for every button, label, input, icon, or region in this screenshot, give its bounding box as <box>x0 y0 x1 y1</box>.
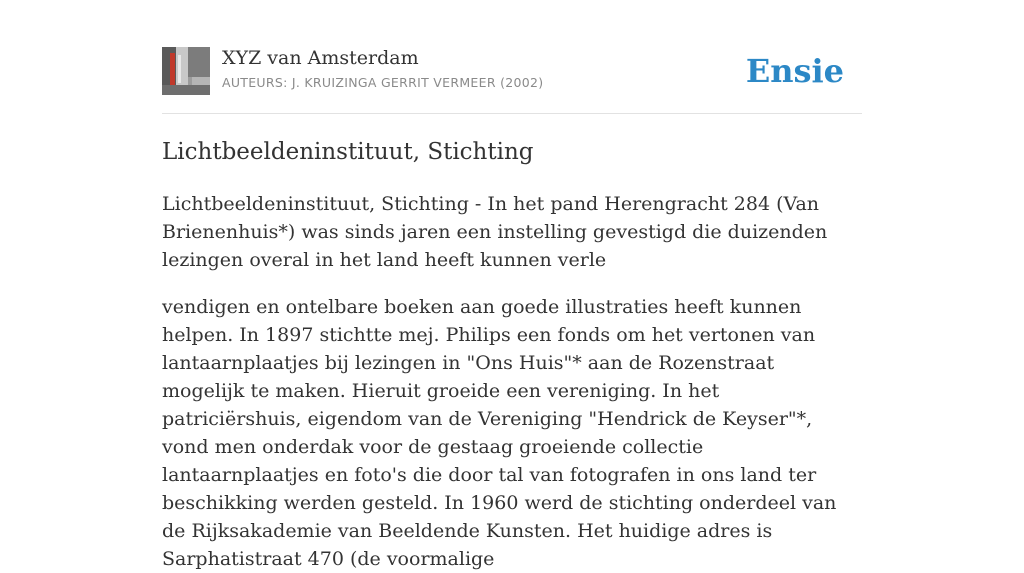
book-cover-avatar[interactable] <box>162 47 210 95</box>
book-header <box>162 47 862 114</box>
entry-title: Lichtbeeldeninstituut, Stichting <box>162 139 534 165</box>
ensie-logo-link[interactable]: Ensie <box>745 52 844 90</box>
book-title[interactable]: XYZ van Amsterdam <box>222 47 419 69</box>
entry-paragraph-2: vendigen en ontelbare boeken aan goede illustraties heeft kunnen helpen. In 1897 stichtte mej. Philips een fonds om het vertonen van lantaarnplaatjes bij lezingen in "Ons Huis"* aan de Rozenstraat mogelijk te maken. Hieruit groeide een vereniging. In het patriciërshuis, eigendom van de Vereniging "Hendrick de Keyser"*, vond men onderdak voor de gestaag groeiende collectie lantaarnplaatjes en foto's die door tal van fotografen in ons land ter beschikking werden gesteld. In 1960 werd de stichting onderdeel van de Rijksakademie van Beeldende Kunsten. Het huidige adres is Sarphatistraat 470 (de voormalige <box>162 296 837 570</box>
book-authors: AUTEURS: J. KRUIZINGA GERRIT VERMEER (2002) <box>222 75 544 90</box>
entry-page <box>162 0 862 570</box>
entry-paragraph-1: Lichtbeeldeninstituut, Stichting - In het pand Herengracht 284 (Van Brienenhuis*) was sinds jaren een instelling gevestigd die duizenden lezingen overal in het land heeft kunnen verle <box>162 193 828 271</box>
book-cover-icon <box>162 47 210 95</box>
